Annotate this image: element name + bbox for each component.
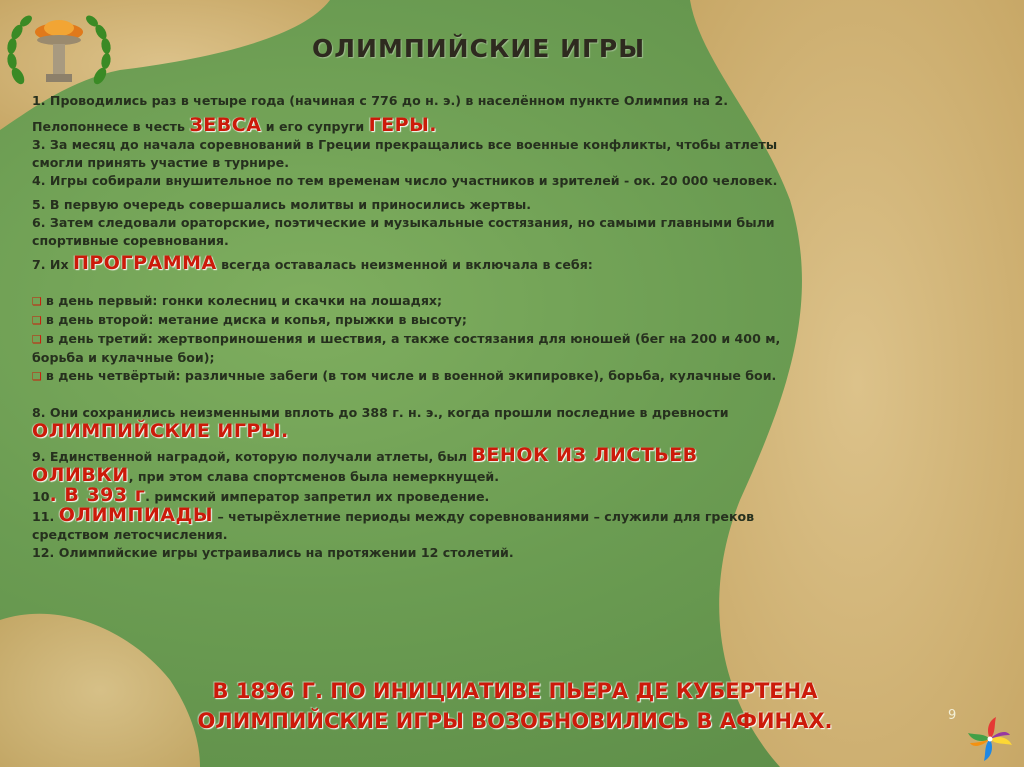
item-12: 12. Олимпийские игры устраивались на протяжении 12 столетий. <box>32 545 514 560</box>
highlight-program: ПРОГРАММА <box>72 252 217 274</box>
highlight-olympic-games: ОЛИМПИЙСКИЕ ИГРЫ. <box>32 420 289 442</box>
item-9-post: , при этом слава спортсменов была немеркнущей. <box>128 469 500 484</box>
item-1: 1. Проводились раз в четыре года (начиная с 776 до н. э.) в населённом пункте Олимпия на 2. <box>32 93 728 108</box>
day-item-text: в день третий: жертвоприношения и шествия, а также состязания для юношей (бег на 200 и 400 м, <box>45 331 781 346</box>
highlight-olive: ОЛИВКИ <box>32 464 129 486</box>
closing-statement <box>120 676 910 736</box>
day-item-3 <box>32 330 1000 349</box>
day-item-text: в день второй: метание диска и копья, прыжки в высоту; <box>45 312 467 327</box>
day-item-2 <box>32 311 1000 330</box>
item-8: 8. Они сохранились неизменными вплоть до 388 г. н. э., когда прошли последние в древности <box>32 405 729 420</box>
checkbox-bullet-icon: ❑ <box>32 333 42 346</box>
item-10-post: . римский император запретил их проведение. <box>145 489 490 504</box>
page-number: 9 <box>948 708 957 723</box>
item-7-post: всегда оставалась неизменной и включала в себя: <box>216 257 593 272</box>
day-item-3-cont: борьба и кулачные бои); <box>32 350 215 365</box>
day-item-4 <box>32 367 1000 386</box>
item-11-post: – четырёхлетние периоды между соревнованиями – служили для греков <box>213 509 755 524</box>
highlight-hera: ГЕРЫ. <box>368 114 437 136</box>
highlight-wreath: ВЕНОК ИЗ ЛИСТЬЕВ <box>471 444 698 466</box>
checkbox-bullet-icon: ❑ <box>32 370 42 383</box>
item-11-num: 11. <box>32 509 59 524</box>
item-11-cont: средством летосчисления. <box>32 527 228 542</box>
checkbox-bullet-icon: ❑ <box>32 295 42 308</box>
day-item-1 <box>32 292 1000 311</box>
item-10 <box>32 486 1000 506</box>
highlight-olympiads: ОЛИМПИАДЫ <box>58 504 214 526</box>
day-item-text: в день четвёртый: различные забеги (в том числе и в военной экипировке), борьба, кулачные бои. <box>45 368 777 383</box>
item-11 <box>32 506 1000 526</box>
item-9-cont <box>32 466 1000 486</box>
content-body <box>32 92 1000 562</box>
item-8-highlight-line <box>32 422 1000 442</box>
item-3-cont: смогли принять участие в турнире. <box>32 155 290 170</box>
item-5: 5. В первую очередь совершались молитвы и приносились жертвы. <box>32 197 532 212</box>
checkbox-bullet-icon: ❑ <box>32 314 42 327</box>
page-title: ОЛИМПИЙСКИЕ ИГРЫ <box>312 34 646 63</box>
item-2 <box>32 116 1000 136</box>
closing-line-2: ОЛИМПИЙСКИЕ ИГРЫ ВОЗОБНОВИЛИСЬ В АФИНАХ. <box>197 709 833 733</box>
highlight-393: . В 393 г <box>49 484 146 506</box>
closing-line-1: В 1896 Г. ПО ИНИЦИАТИВЕ ПЬЕРА ДЕ КУБЕРТЕНА <box>212 679 818 703</box>
item-3: 3. За месяц до начала соревнований в Греции прекращались все военные конфликты, чтобы атлеты <box>32 137 778 152</box>
item-6: 6. Затем следовали ораторские, поэтические и музыкальные состязания, но самыми главными были <box>32 215 775 230</box>
highlight-zeus: ЗЕВСА <box>189 114 262 136</box>
day-item-text: в день первый: гонки колесниц и скачки на лошадях; <box>45 293 443 308</box>
item-9-text: 9. Единственной наградой, которую получали атлеты, был <box>32 449 472 464</box>
item-10-num: 10 <box>32 489 50 504</box>
item-7-text: 7. Их <box>32 257 73 272</box>
pinwheel-icon <box>962 714 1018 764</box>
item-4: 4. Игры собирали внушительное по тем временам число участников и зрителей - ок. 20 000 человек. <box>32 173 778 188</box>
olympic-torch-laurel-icon <box>4 6 114 98</box>
item-7 <box>32 254 1000 274</box>
item-2-mid: и его супруги <box>261 119 369 134</box>
item-6-cont: спортивные соревнования. <box>32 233 229 248</box>
item-9 <box>32 446 1000 466</box>
item-2-text: Пелопоннесе в честь <box>32 119 190 134</box>
